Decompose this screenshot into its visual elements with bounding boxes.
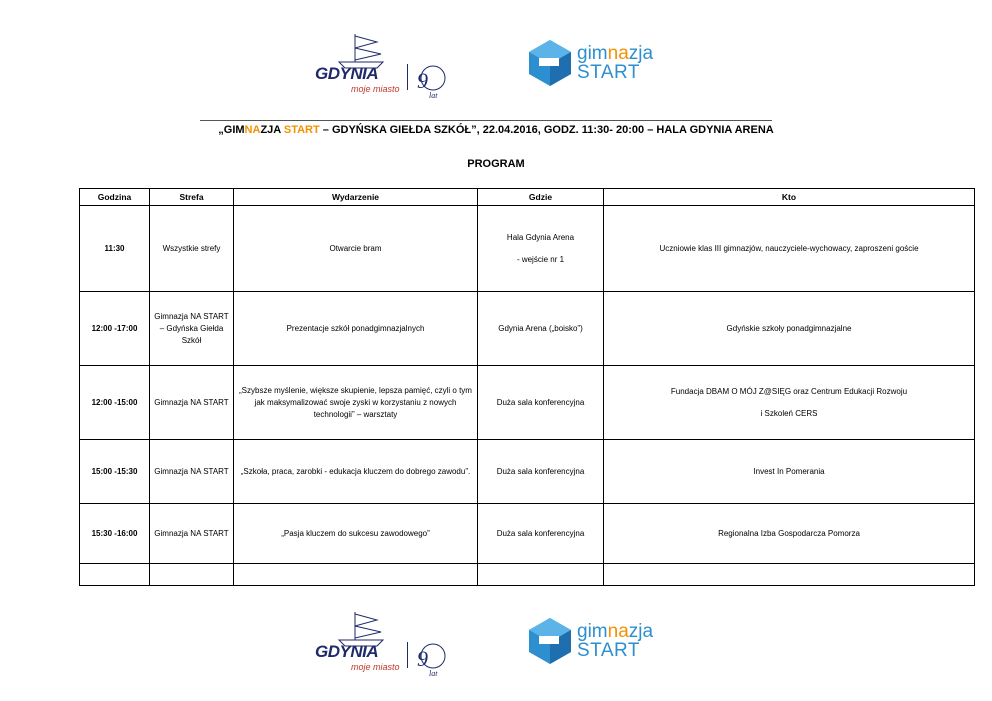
cell-where: Duża sala konferencyjna [478, 366, 604, 440]
col-header-strefa: Strefa [150, 189, 234, 206]
col-header-godzina: Godzina [80, 189, 150, 206]
gdynia-logo [315, 606, 475, 678]
gdynia-tagline: moje miasto [351, 84, 400, 94]
cell-time: 15:00 -15:30 [80, 440, 150, 504]
col-header-wydarzenie: Wydarzenie [234, 189, 478, 206]
gdynia-wordmark: GDYNIA [315, 64, 379, 83]
svg-text:lat: lat [429, 669, 438, 678]
gimnazja-start-logo [525, 616, 675, 678]
svg-text:9: 9 [417, 68, 428, 93]
cell-event: „Pasja kluczem do sukcesu zawodowego” [234, 504, 478, 564]
title-rule [200, 120, 772, 121]
gdynia-logo [315, 28, 475, 100]
cell-zone: Wszystkie strefy [150, 206, 234, 292]
cell-where: Duża sala konferencyjna [478, 440, 604, 504]
cell-where: Duża sala konferencyjna [478, 504, 604, 564]
cell-time: 12:00 -15:00 [80, 366, 150, 440]
program-heading: PROGRAM [467, 158, 525, 170]
top-logos [0, 20, 992, 100]
cell-event: Prezentacje szkół ponadgimnazjalnych [234, 292, 478, 366]
gimnazja-start-logo [525, 38, 675, 100]
gimnazja-wordmark: gimnazja START [577, 43, 654, 83]
cell-zone: Gimnazja NA START [150, 504, 234, 564]
table-row [80, 440, 975, 504]
cell-zone: Gimnazja NA START [150, 366, 234, 440]
gdynia-wordmark: GDYNIA [315, 642, 379, 661]
cell-who: Regionalna Izba Gospodarcza Pomorza [604, 504, 975, 564]
cell-who: Fundacja DBAM O MÓJ Z@SIĘG oraz Centrum Edukacji Rozwoju i Szkoleń CERS [604, 366, 975, 440]
cell-where: Hala Gdynia Arena - wejście nr 1 [478, 206, 604, 292]
gimnazja-cube-icon [525, 38, 575, 88]
gimnazja-wordmark: gimnazja START [577, 621, 654, 661]
cell-where: Gdynia Arena („boisko”) [478, 292, 604, 366]
page-title: „GIMNAZJA START – GDYŃSKA GIEŁDA SZKÓŁ”, 22.04.2016, GODZ. 11:30- 20:00 – HALA GDYNIA ARENA [218, 124, 774, 136]
table-row [80, 292, 975, 366]
logo-divider [407, 642, 408, 668]
schedule-table [79, 188, 975, 586]
cell-who: Invest In Pomerania [604, 440, 975, 504]
cell-time: 15:30 -16:00 [80, 504, 150, 564]
bottom-logos [0, 598, 992, 678]
svg-text:lat: lat [429, 91, 438, 100]
table-row [80, 206, 975, 292]
cell-time: 11:30 [80, 206, 150, 292]
cell-who: Uczniowie klas III gimnazjów, nauczyciele-wychowacy, zaproszeni goście [604, 206, 975, 292]
col-header-kto: Kto [604, 189, 975, 206]
table-header-row [80, 189, 975, 206]
cell-event: „Szkoła, praca, zarobki - edukacja kluczem do dobrego zawodu”. [234, 440, 478, 504]
svg-text:9: 9 [417, 646, 428, 671]
cell-event: Otwarcie bram [234, 206, 478, 292]
table-row [80, 504, 975, 564]
logo-divider [407, 64, 408, 90]
table-row [80, 366, 975, 440]
cell-event: „Szybsze myślenie, większe skupienie, lepsza pamięć, czyli o tym jak maksymalizować swoje zyski w korzystaniu z nowych technologii” – warsztaty [234, 366, 478, 440]
cell-zone: Gimnazja NA START – Gdyńska Giełda Szkół [150, 292, 234, 366]
col-header-gdzie: Gdzie [478, 189, 604, 206]
gimnazja-cube-icon [525, 616, 575, 666]
cell-zone: Gimnazja NA START [150, 440, 234, 504]
table-row-empty [80, 564, 975, 586]
cell-time: 12:00 -17:00 [80, 292, 150, 366]
gdynia-tagline: moje miasto [351, 662, 400, 672]
cell-who: Gdyńskie szkoły ponadgimnazjalne [604, 292, 975, 366]
